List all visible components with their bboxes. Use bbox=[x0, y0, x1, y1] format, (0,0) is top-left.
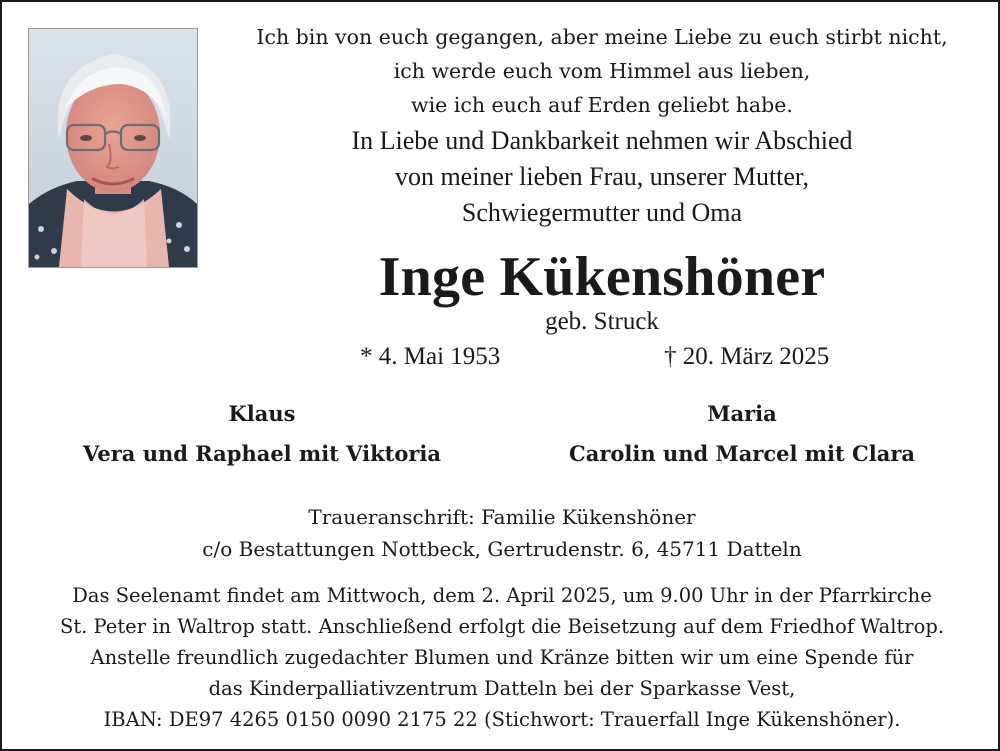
notice-line: Anstelle freundlich zugedachter Blumen und Kränze bitten wir um eine Spende für bbox=[90, 646, 914, 669]
mourner-name: Maria bbox=[707, 401, 777, 426]
verse-line: Ich bin von euch gegangen, aber meine Liebe zu euch stirbt nicht, bbox=[256, 25, 948, 49]
death-date: † 20. März 2025 bbox=[664, 343, 830, 370]
deceased-name: Inge Kükenshöner bbox=[378, 246, 826, 308]
address-line: Traueranschrift: Familie Kükenshöner bbox=[308, 505, 696, 529]
mourning-address bbox=[2, 501, 1000, 565]
verse-line: wie ich euch auf Erden geliebt habe. bbox=[411, 93, 793, 117]
service-notice bbox=[2, 580, 1000, 735]
portrait-photo-icon bbox=[29, 29, 197, 267]
notice-line: IBAN: DE97 4265 0150 0090 2175 22 (Stichwort: Trauerfall Inge Kükenshöner). bbox=[103, 708, 901, 731]
mourner-name: Vera und Raphael mit Viktoria bbox=[82, 441, 441, 466]
mourner-name: Klaus bbox=[228, 401, 296, 426]
intro-line: Schwiegermutter und Oma bbox=[461, 198, 743, 227]
birth-date: * 4. Mai 1953 bbox=[360, 343, 501, 370]
verse-line: ich werde euch vom Himmel aus lieben, bbox=[393, 59, 811, 83]
mourner-name: Carolin und Marcel mit Clara bbox=[569, 441, 915, 466]
address-line: c/o Bestattungen Nottbeck, Gertrudenstr. 6, 45711 Datteln bbox=[202, 537, 802, 561]
notice-line: Das Seelenamt findet am Mittwoch, dem 2. April 2025, um 9.00 Uhr in der Pfarrkirche bbox=[72, 584, 932, 607]
notice-line: das Kinderpalliativzentrum Datteln bei der Sparkasse Vest, bbox=[208, 677, 796, 700]
memorial-verse bbox=[222, 20, 982, 122]
farewell-intro bbox=[222, 123, 982, 231]
maiden-name: geb. Struck bbox=[545, 308, 659, 335]
notice-line: St. Peter in Waltrop statt. Anschließend erfolgt die Beisetzung auf dem Friedhof Waltrop. bbox=[59, 615, 945, 638]
intro-line: von meiner lieben Frau, unserer Mutter, bbox=[394, 162, 810, 191]
intro-line: In Liebe und Dankbarkeit nehmen wir Abschied bbox=[351, 126, 853, 155]
portrait-photo bbox=[28, 28, 198, 268]
